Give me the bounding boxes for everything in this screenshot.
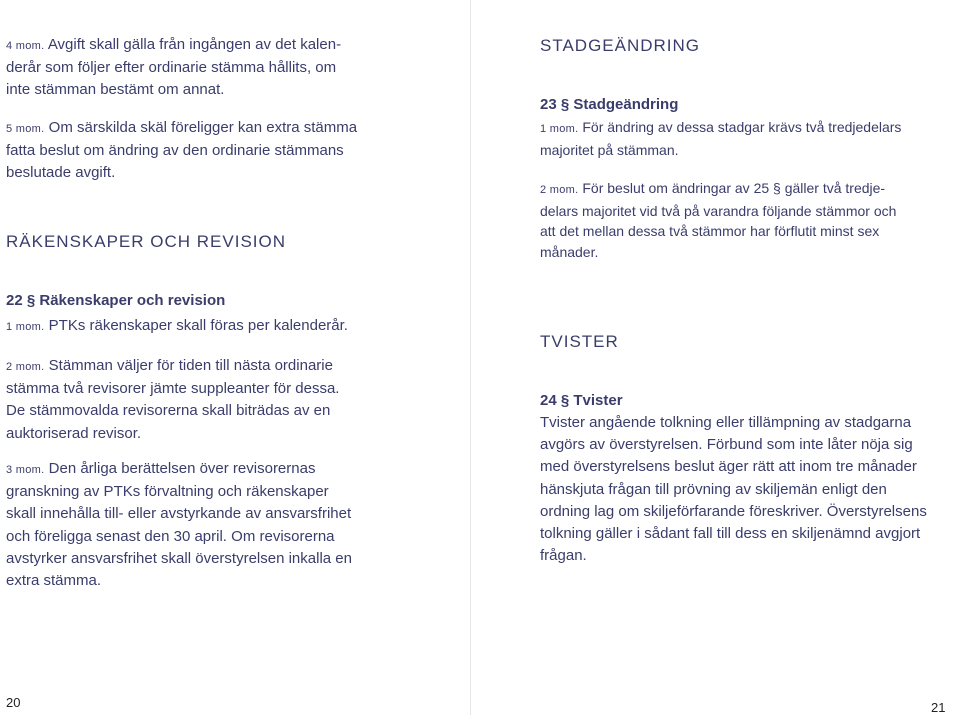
section-24-title: 24 § Tvister xyxy=(540,392,623,409)
mom-label: 2 mom. xyxy=(6,361,45,373)
paragraph-text: Om särskilda skäl föreligger kan extra stämma fatta beslut om ändring av den ordinarie stämmans beslutade avgift. xyxy=(6,119,358,182)
mom-label: 3 mom. xyxy=(6,464,45,476)
right-page xyxy=(470,0,959,715)
mom-label: 1 mom. xyxy=(540,123,579,135)
paragraph-22-3-mom xyxy=(6,458,466,592)
paragraph-23-1-mom xyxy=(540,117,956,160)
section-23-title: 23 § Stadgeändring xyxy=(540,96,679,113)
mom-label: 5 mom. xyxy=(6,123,45,135)
paragraph-5-mom xyxy=(6,117,466,185)
paragraph-23-2-mom xyxy=(540,178,956,262)
paragraph-text: Avgift skall gälla från ingången av det kalen- derår som följer efter ordinarie stämma hållits, om inte stämman bestämt om annat. xyxy=(6,36,342,99)
paragraph-22-2-mom xyxy=(6,355,466,445)
paragraph-text: För ändring av dessa stadgar krävs två tredjedelars majoritet på stämman. xyxy=(540,119,902,158)
paragraph-22-1-mom xyxy=(6,315,466,338)
mom-label: 4 mom. xyxy=(6,40,45,52)
page-number: 20 xyxy=(6,695,21,710)
section-heading-stadgeandring: STADGEÄNDRING xyxy=(540,36,701,55)
paragraph-text: Den årliga berättelsen över revisorernas granskning av PTKs förvaltning och räkenskaper skall innehålla till- eller avstyrkande av ansvarsfrihet och föreligga senast den 30 april. Om revisorerna avstyrker ansvarsfrihet skall överstyrelsen inkalla en extra stämma. xyxy=(6,460,352,590)
mom-label: 2 mom. xyxy=(540,184,579,196)
mom-label: 1 mom. xyxy=(6,321,45,333)
paragraph-text: Stämman väljer för tiden till nästa ordinarie stämma två revisorer jämte suppleanter för dessa. De stämmovalda revisorerna skall biträdas av en auktoriserad revisor. xyxy=(6,357,340,442)
paragraph-text: PTKs räkenskaper skall föras per kalenderår. xyxy=(48,317,348,334)
left-page xyxy=(0,0,470,715)
paragraph-text: För beslut om ändringar av 25 § gäller två tredje- delars majoritet vid två på varandra följande stämmor och att det mellan dessa två stämmor har förflutit minst sex månader. xyxy=(540,180,897,260)
page-number: 21 xyxy=(931,700,946,715)
paragraph-4-mom xyxy=(6,34,466,102)
section-heading-tvister: TVISTER xyxy=(540,332,619,351)
section-24-text: Tvister angående tolkning eller tillämpning av stadgarna avgörs av överstyrelsen. Förbund som inte låter nöja sig med överstyrelsens beslut äger rätt att inom tre månader hänskjuta frågan till prövning av skiljemän enligt den ordning lag om skiljeförfarande föreskriver. Överstyrelsens tolkning gäller i sådant fall till dess en skiljenämnd avgjort frågan. xyxy=(540,414,927,565)
section-22-title: 22 § Räkenskaper och revision xyxy=(6,292,226,309)
section-heading-rakenskaper: RÄKENSKAPER OCH REVISION xyxy=(6,232,287,251)
